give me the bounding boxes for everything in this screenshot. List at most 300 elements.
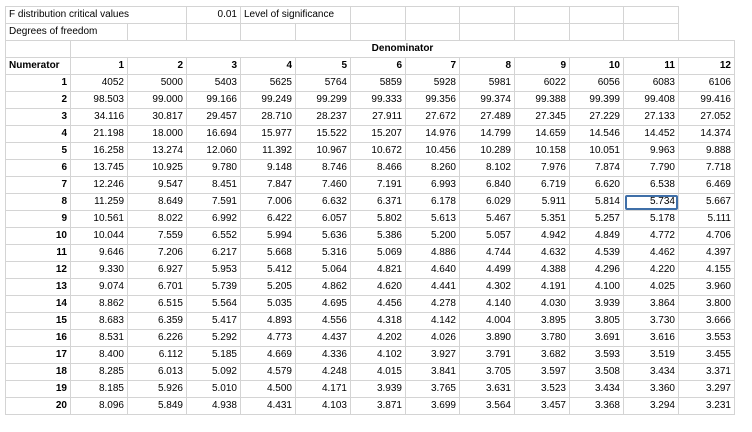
column-header[interactable]: 1 [71, 58, 128, 75]
column-header[interactable]: 8 [460, 58, 515, 75]
table-cell[interactable]: 6.226 [128, 330, 187, 347]
table-cell[interactable]: 5.739 [187, 279, 241, 296]
table-cell[interactable]: 6.029 [460, 194, 515, 211]
row-header[interactable]: 1 [6, 75, 71, 92]
table-cell[interactable]: 3.455 [679, 347, 735, 364]
table-cell[interactable]: 6.371 [351, 194, 406, 211]
table-cell[interactable]: 5.316 [296, 245, 351, 262]
row-header[interactable]: 9 [6, 211, 71, 228]
table-cell[interactable]: 8.746 [296, 160, 351, 177]
table-cell[interactable]: 3.841 [406, 364, 460, 381]
table-cell[interactable]: 3.805 [570, 313, 624, 330]
table-cell[interactable]: 4.030 [515, 296, 570, 313]
table-cell[interactable]: 4.100 [570, 279, 624, 296]
table-cell[interactable]: 99.299 [296, 92, 351, 109]
row-header[interactable]: 19 [6, 381, 71, 398]
table-cell[interactable]: 5.564 [187, 296, 241, 313]
table-cell[interactable]: 6.701 [128, 279, 187, 296]
table-cell[interactable]: 6.217 [187, 245, 241, 262]
table-cell[interactable]: 3.895 [515, 313, 570, 330]
cell-alpha-label[interactable]: Level of significance [241, 7, 351, 24]
table-cell[interactable]: 4.025 [624, 279, 679, 296]
table-cell[interactable]: 15.207 [351, 126, 406, 143]
table-cell[interactable]: 15.977 [241, 126, 296, 143]
table-cell[interactable]: 5.412 [241, 262, 296, 279]
table-cell[interactable]: 6.359 [128, 313, 187, 330]
row-header[interactable]: 12 [6, 262, 71, 279]
table-cell[interactable]: 3.616 [624, 330, 679, 347]
table-cell[interactable]: 8.531 [71, 330, 128, 347]
table-cell[interactable]: 3.457 [515, 398, 570, 415]
table-cell[interactable]: 4052 [71, 75, 128, 92]
table-cell[interactable]: 7.460 [296, 177, 351, 194]
table-cell[interactable]: 3.564 [460, 398, 515, 415]
table-cell[interactable]: 5.636 [296, 228, 351, 245]
column-header[interactable]: 3 [187, 58, 241, 75]
table-cell[interactable]: 6.178 [406, 194, 460, 211]
column-header[interactable]: 6 [351, 58, 406, 75]
table-cell[interactable]: 3.553 [679, 330, 735, 347]
table-cell[interactable]: 4.140 [460, 296, 515, 313]
table-cell[interactable]: 18.000 [128, 126, 187, 143]
table-cell[interactable]: 5.092 [187, 364, 241, 381]
table-cell[interactable]: 3.939 [351, 381, 406, 398]
table-cell[interactable]: 99.374 [460, 92, 515, 109]
table-cell[interactable]: 28.710 [241, 109, 296, 126]
column-header[interactable]: 9 [515, 58, 570, 75]
table-cell[interactable]: 10.672 [351, 143, 406, 160]
table-cell[interactable]: 5625 [241, 75, 296, 92]
table-cell[interactable]: 4.318 [351, 313, 406, 330]
table-cell[interactable]: 4.499 [460, 262, 515, 279]
table-cell[interactable]: 7.559 [128, 228, 187, 245]
table-cell[interactable]: 4.669 [241, 347, 296, 364]
table-cell[interactable]: 27.133 [624, 109, 679, 126]
table-cell[interactable]: 10.967 [296, 143, 351, 160]
table-cell[interactable]: 11.392 [241, 143, 296, 160]
table-cell[interactable]: 4.772 [624, 228, 679, 245]
row-header[interactable]: 15 [6, 313, 71, 330]
row-header[interactable]: 18 [6, 364, 71, 381]
table-cell[interactable]: 34.116 [71, 109, 128, 126]
table-row [6, 177, 735, 194]
table-cell[interactable]: 8.285 [71, 364, 128, 381]
table-cell[interactable]: 16.694 [187, 126, 241, 143]
cell-empty[interactable] [241, 24, 296, 41]
table-cell[interactable]: 3.434 [570, 381, 624, 398]
table-cell[interactable]: 4.556 [296, 313, 351, 330]
row-header[interactable]: 4 [6, 126, 71, 143]
table-cell[interactable]: 4.632 [515, 245, 570, 262]
table-cell[interactable]: 5.911 [515, 194, 570, 211]
table-cell[interactable]: 3.939 [570, 296, 624, 313]
column-header[interactable]: 4 [241, 58, 296, 75]
table-cell[interactable]: 11.259 [71, 194, 128, 211]
table-cell[interactable]: 4.220 [624, 262, 679, 279]
row-header[interactable]: 6 [6, 160, 71, 177]
table-cell[interactable]: 8.683 [71, 313, 128, 330]
table-cell[interactable]: 4.336 [296, 347, 351, 364]
denominator-header[interactable]: Denominator [71, 41, 735, 58]
table-cell[interactable]: 27.052 [679, 109, 735, 126]
table-cell[interactable]: 5764 [296, 75, 351, 92]
table-cell[interactable]: 14.452 [624, 126, 679, 143]
table-cell[interactable]: 10.044 [71, 228, 128, 245]
table-cell[interactable]: 99.356 [406, 92, 460, 109]
table-cell[interactable]: 4.893 [241, 313, 296, 330]
table-cell[interactable]: 5.064 [296, 262, 351, 279]
table-cell[interactable]: 3.371 [679, 364, 735, 381]
table-cell[interactable]: 4.441 [406, 279, 460, 296]
table-cell[interactable]: 6.469 [679, 177, 735, 194]
table-cell[interactable]: 98.503 [71, 92, 128, 109]
table-cell[interactable]: 7.790 [624, 160, 679, 177]
table-cell[interactable]: 4.155 [679, 262, 735, 279]
table-cell[interactable]: 8.185 [71, 381, 128, 398]
row-header[interactable]: 10 [6, 228, 71, 245]
table-cell[interactable]: 9.646 [71, 245, 128, 262]
table-cell[interactable]: 5.994 [241, 228, 296, 245]
row-header[interactable]: 7 [6, 177, 71, 194]
table-cell[interactable]: 3.523 [515, 381, 570, 398]
table-cell[interactable]: 5981 [460, 75, 515, 92]
table-cell[interactable]: 9.780 [187, 160, 241, 177]
table-cell[interactable]: 99.388 [515, 92, 570, 109]
table-cell[interactable]: 4.202 [351, 330, 406, 347]
table-cell[interactable]: 6083 [624, 75, 679, 92]
table-cell[interactable]: 9.547 [128, 177, 187, 194]
table-cell[interactable]: 3.593 [570, 347, 624, 364]
table-cell[interactable]: 12.246 [71, 177, 128, 194]
selected-cell[interactable]: 5.734 [624, 194, 679, 211]
table-cell[interactable]: 29.457 [187, 109, 241, 126]
table-cell[interactable]: 5.057 [460, 228, 515, 245]
table-cell[interactable]: 10.158 [515, 143, 570, 160]
table-cell[interactable]: 9.074 [71, 279, 128, 296]
cell-empty[interactable] [460, 7, 515, 24]
column-header[interactable]: 11 [624, 58, 679, 75]
row-header[interactable]: 2 [6, 92, 71, 109]
table-cell[interactable]: 99.249 [241, 92, 296, 109]
table-cell[interactable]: 13.274 [128, 143, 187, 160]
table-cell[interactable]: 5.292 [187, 330, 241, 347]
table-cell[interactable]: 4.849 [570, 228, 624, 245]
subtitle-row [6, 24, 735, 41]
table-cell[interactable]: 14.374 [679, 126, 735, 143]
table-cell[interactable]: 3.705 [460, 364, 515, 381]
row-header[interactable]: 11 [6, 245, 71, 262]
table-cell[interactable]: 4.695 [296, 296, 351, 313]
row-header[interactable]: 17 [6, 347, 71, 364]
table-cell[interactable]: 3.765 [406, 381, 460, 398]
table-cell[interactable]: 10.289 [460, 143, 515, 160]
table-cell[interactable]: 3.864 [624, 296, 679, 313]
table-cell[interactable]: 5.926 [128, 381, 187, 398]
table-cell[interactable]: 3.297 [679, 381, 735, 398]
table-row [6, 296, 735, 313]
cell-empty[interactable] [6, 41, 71, 58]
table-cell[interactable]: 3.890 [460, 330, 515, 347]
table-cell[interactable]: 3.368 [570, 398, 624, 415]
table-cell[interactable]: 4.462 [624, 245, 679, 262]
table-cell[interactable]: 4.886 [406, 245, 460, 262]
table-cell[interactable]: 27.911 [351, 109, 406, 126]
table-cell[interactable]: 3.682 [515, 347, 570, 364]
table-cell[interactable]: 4.640 [406, 262, 460, 279]
column-header[interactable]: 12 [679, 58, 735, 75]
cell-subtitle[interactable]: Degrees of freedom [6, 24, 128, 41]
table-cell[interactable]: 4.579 [241, 364, 296, 381]
cell-empty[interactable] [460, 24, 515, 41]
column-header[interactable]: 2 [128, 58, 187, 75]
table-cell[interactable]: 3.960 [679, 279, 735, 296]
table-cell[interactable]: 6.112 [128, 347, 187, 364]
numerator-header[interactable]: Numerator [6, 58, 71, 75]
table-cell[interactable]: 4.500 [241, 381, 296, 398]
table-cell[interactable]: 3.791 [460, 347, 515, 364]
table-cell[interactable]: 8.400 [71, 347, 128, 364]
table-cell[interactable]: 4.191 [515, 279, 570, 296]
table-cell[interactable]: 4.102 [351, 347, 406, 364]
row-header[interactable]: 20 [6, 398, 71, 415]
table-cell[interactable]: 15.522 [296, 126, 351, 143]
table-cell[interactable]: 7.206 [128, 245, 187, 262]
column-header[interactable]: 7 [406, 58, 460, 75]
table-cell[interactable]: 7.191 [351, 177, 406, 194]
table-cell[interactable]: 99.399 [570, 92, 624, 109]
table-cell[interactable]: 4.942 [515, 228, 570, 245]
table-cell[interactable]: 6.057 [296, 211, 351, 228]
table-cell[interactable]: 7.874 [570, 160, 624, 177]
table-cell[interactable]: 99.416 [679, 92, 735, 109]
table-cell[interactable]: 3.871 [351, 398, 406, 415]
table-cell[interactable]: 27.229 [570, 109, 624, 126]
table-cell[interactable]: 5.351 [515, 211, 570, 228]
table-cell[interactable]: 8.102 [460, 160, 515, 177]
table-cell[interactable]: 5859 [351, 75, 406, 92]
table-cell[interactable]: 3.597 [515, 364, 570, 381]
table-cell[interactable]: 9.888 [679, 143, 735, 160]
table-cell[interactable]: 5.257 [570, 211, 624, 228]
table-cell[interactable]: 5.205 [241, 279, 296, 296]
table-cell[interactable]: 6022 [515, 75, 570, 92]
table-cell[interactable]: 4.539 [570, 245, 624, 262]
table-cell[interactable]: 3.294 [624, 398, 679, 415]
table-cell[interactable]: 4.171 [296, 381, 351, 398]
table-cell[interactable]: 5.849 [128, 398, 187, 415]
table-cell[interactable]: 5.386 [351, 228, 406, 245]
table-cell[interactable]: 5.467 [460, 211, 515, 228]
table-cell[interactable]: 8.649 [128, 194, 187, 211]
table-cell[interactable]: 4.397 [679, 245, 735, 262]
table-cell[interactable]: 4.744 [460, 245, 515, 262]
cell-empty[interactable] [128, 24, 187, 41]
table-cell[interactable]: 4.142 [406, 313, 460, 330]
table-cell[interactable]: 3.519 [624, 347, 679, 364]
table-cell[interactable]: 99.000 [128, 92, 187, 109]
table-cell[interactable]: 4.706 [679, 228, 735, 245]
table-cell[interactable]: 4.296 [570, 262, 624, 279]
table-cell[interactable]: 3.780 [515, 330, 570, 347]
table-cell[interactable]: 99.166 [187, 92, 241, 109]
table-cell[interactable]: 6.013 [128, 364, 187, 381]
table-cell[interactable]: 27.345 [515, 109, 570, 126]
table-cell[interactable]: 5.814 [570, 194, 624, 211]
table-cell[interactable]: 6056 [570, 75, 624, 92]
table-cell[interactable]: 6.719 [515, 177, 570, 194]
table-cell[interactable]: 14.976 [406, 126, 460, 143]
table-cell[interactable]: 6.515 [128, 296, 187, 313]
table-cell[interactable]: 9.330 [71, 262, 128, 279]
table-cell[interactable]: 5.668 [241, 245, 296, 262]
table-cell[interactable]: 9.963 [624, 143, 679, 160]
table-cell[interactable]: 6.840 [460, 177, 515, 194]
table-cell[interactable]: 4.620 [351, 279, 406, 296]
table-cell[interactable]: 4.437 [296, 330, 351, 347]
table-cell[interactable]: 8.451 [187, 177, 241, 194]
table-cell[interactable]: 4.938 [187, 398, 241, 415]
table-cell[interactable]: 12.060 [187, 143, 241, 160]
cell-title[interactable]: F distribution critical values [6, 7, 187, 24]
table-cell[interactable]: 10.561 [71, 211, 128, 228]
table-cell[interactable]: 28.237 [296, 109, 351, 126]
table-cell[interactable]: 5.802 [351, 211, 406, 228]
table-cell[interactable]: 6.992 [187, 211, 241, 228]
cell-empty[interactable] [351, 7, 406, 24]
table-cell[interactable]: 3.666 [679, 313, 735, 330]
table-cell[interactable]: 4.278 [406, 296, 460, 313]
table-cell[interactable]: 99.333 [351, 92, 406, 109]
table-cell[interactable]: 14.799 [460, 126, 515, 143]
table-cell[interactable]: 7.976 [515, 160, 570, 177]
table-cell[interactable]: 3.360 [624, 381, 679, 398]
table-cell[interactable]: 4.388 [515, 262, 570, 279]
table-cell[interactable]: 6.632 [296, 194, 351, 211]
row-header[interactable]: 8 [6, 194, 71, 211]
table-cell[interactable]: 3.927 [406, 347, 460, 364]
table-cell[interactable]: 5403 [187, 75, 241, 92]
row-header[interactable]: 13 [6, 279, 71, 296]
table-cell[interactable]: 4.248 [296, 364, 351, 381]
table-cell[interactable]: 5.069 [351, 245, 406, 262]
table-cell[interactable]: 10.051 [570, 143, 624, 160]
table-cell[interactable]: 8.466 [351, 160, 406, 177]
table-cell[interactable]: 5.010 [187, 381, 241, 398]
table-cell[interactable]: 5.185 [187, 347, 241, 364]
table-cell[interactable]: 27.489 [460, 109, 515, 126]
table-cell[interactable]: 5.667 [679, 194, 735, 211]
cell-empty[interactable] [624, 7, 679, 24]
table-cell[interactable]: 5.953 [187, 262, 241, 279]
table-cell[interactable]: 6.993 [406, 177, 460, 194]
cell-empty[interactable] [187, 24, 241, 41]
table-cell[interactable]: 16.258 [71, 143, 128, 160]
table-cell[interactable]: 8.862 [71, 296, 128, 313]
cell-alpha[interactable]: 0.01 [187, 7, 241, 24]
table-cell[interactable]: 6106 [679, 75, 735, 92]
table-cell[interactable]: 7.006 [241, 194, 296, 211]
cell-empty[interactable] [406, 24, 460, 41]
row-header[interactable]: 14 [6, 296, 71, 313]
table-cell[interactable]: 6.620 [570, 177, 624, 194]
table-cell[interactable]: 3.231 [679, 398, 735, 415]
table-cell[interactable]: 5.613 [406, 211, 460, 228]
table-cell[interactable]: 4.015 [351, 364, 406, 381]
table-cell[interactable]: 4.456 [351, 296, 406, 313]
table-cell[interactable]: 4.004 [460, 313, 515, 330]
table-cell[interactable]: 4.862 [296, 279, 351, 296]
cell-empty[interactable] [624, 24, 679, 41]
row-header[interactable]: 5 [6, 143, 71, 160]
table-cell[interactable]: 5928 [406, 75, 460, 92]
table-cell[interactable]: 3.434 [624, 364, 679, 381]
table-cell[interactable]: 5.111 [679, 211, 735, 228]
table-cell[interactable]: 8.260 [406, 160, 460, 177]
table-cell[interactable]: 30.817 [128, 109, 187, 126]
table-cell[interactable]: 4.431 [241, 398, 296, 415]
table-cell[interactable]: 5.035 [241, 296, 296, 313]
table-cell[interactable]: 21.198 [71, 126, 128, 143]
cell-empty[interactable] [515, 24, 570, 41]
table-cell[interactable]: 7.718 [679, 160, 735, 177]
table-row [6, 330, 735, 347]
table-cell[interactable]: 14.546 [570, 126, 624, 143]
table-cell[interactable]: 3.631 [460, 381, 515, 398]
column-header[interactable]: 10 [570, 58, 624, 75]
table-cell[interactable]: 8.096 [71, 398, 128, 415]
table-cell[interactable]: 10.456 [406, 143, 460, 160]
cell-empty[interactable] [570, 7, 624, 24]
table-cell[interactable]: 7.591 [187, 194, 241, 211]
table-cell[interactable]: 99.408 [624, 92, 679, 109]
table-cell[interactable]: 4.821 [351, 262, 406, 279]
row-header[interactable]: 3 [6, 109, 71, 126]
cell-empty[interactable] [296, 24, 351, 41]
table-cell[interactable]: 6.538 [624, 177, 679, 194]
table-cell[interactable]: 13.745 [71, 160, 128, 177]
table-cell[interactable]: 6.927 [128, 262, 187, 279]
cell-empty[interactable] [406, 7, 460, 24]
cell-empty[interactable] [570, 24, 624, 41]
table-cell[interactable]: 10.925 [128, 160, 187, 177]
table-cell[interactable]: 14.659 [515, 126, 570, 143]
table-cell[interactable]: 3.508 [570, 364, 624, 381]
table-cell[interactable]: 4.773 [241, 330, 296, 347]
table-cell[interactable]: 4.103 [296, 398, 351, 415]
cell-empty[interactable] [351, 24, 406, 41]
table-cell[interactable]: 5.200 [406, 228, 460, 245]
column-header[interactable]: 5 [296, 58, 351, 75]
table-cell[interactable]: 4.026 [406, 330, 460, 347]
title-row [6, 7, 735, 24]
cell-empty[interactable] [515, 7, 570, 24]
table-cell[interactable]: 9.148 [241, 160, 296, 177]
table-cell[interactable]: 5000 [128, 75, 187, 92]
table-cell[interactable]: 3.730 [624, 313, 679, 330]
table-cell[interactable]: 3.691 [570, 330, 624, 347]
table-cell[interactable]: 8.022 [128, 211, 187, 228]
table-cell[interactable]: 5.178 [624, 211, 679, 228]
table-cell[interactable]: 6.552 [187, 228, 241, 245]
table-cell[interactable]: 6.422 [241, 211, 296, 228]
table-cell[interactable]: 7.847 [241, 177, 296, 194]
table-cell[interactable]: 4.302 [460, 279, 515, 296]
table-cell[interactable]: 3.800 [679, 296, 735, 313]
row-header[interactable]: 16 [6, 330, 71, 347]
table-cell[interactable]: 3.699 [406, 398, 460, 415]
table-cell[interactable]: 5.417 [187, 313, 241, 330]
table-cell[interactable]: 27.672 [406, 109, 460, 126]
